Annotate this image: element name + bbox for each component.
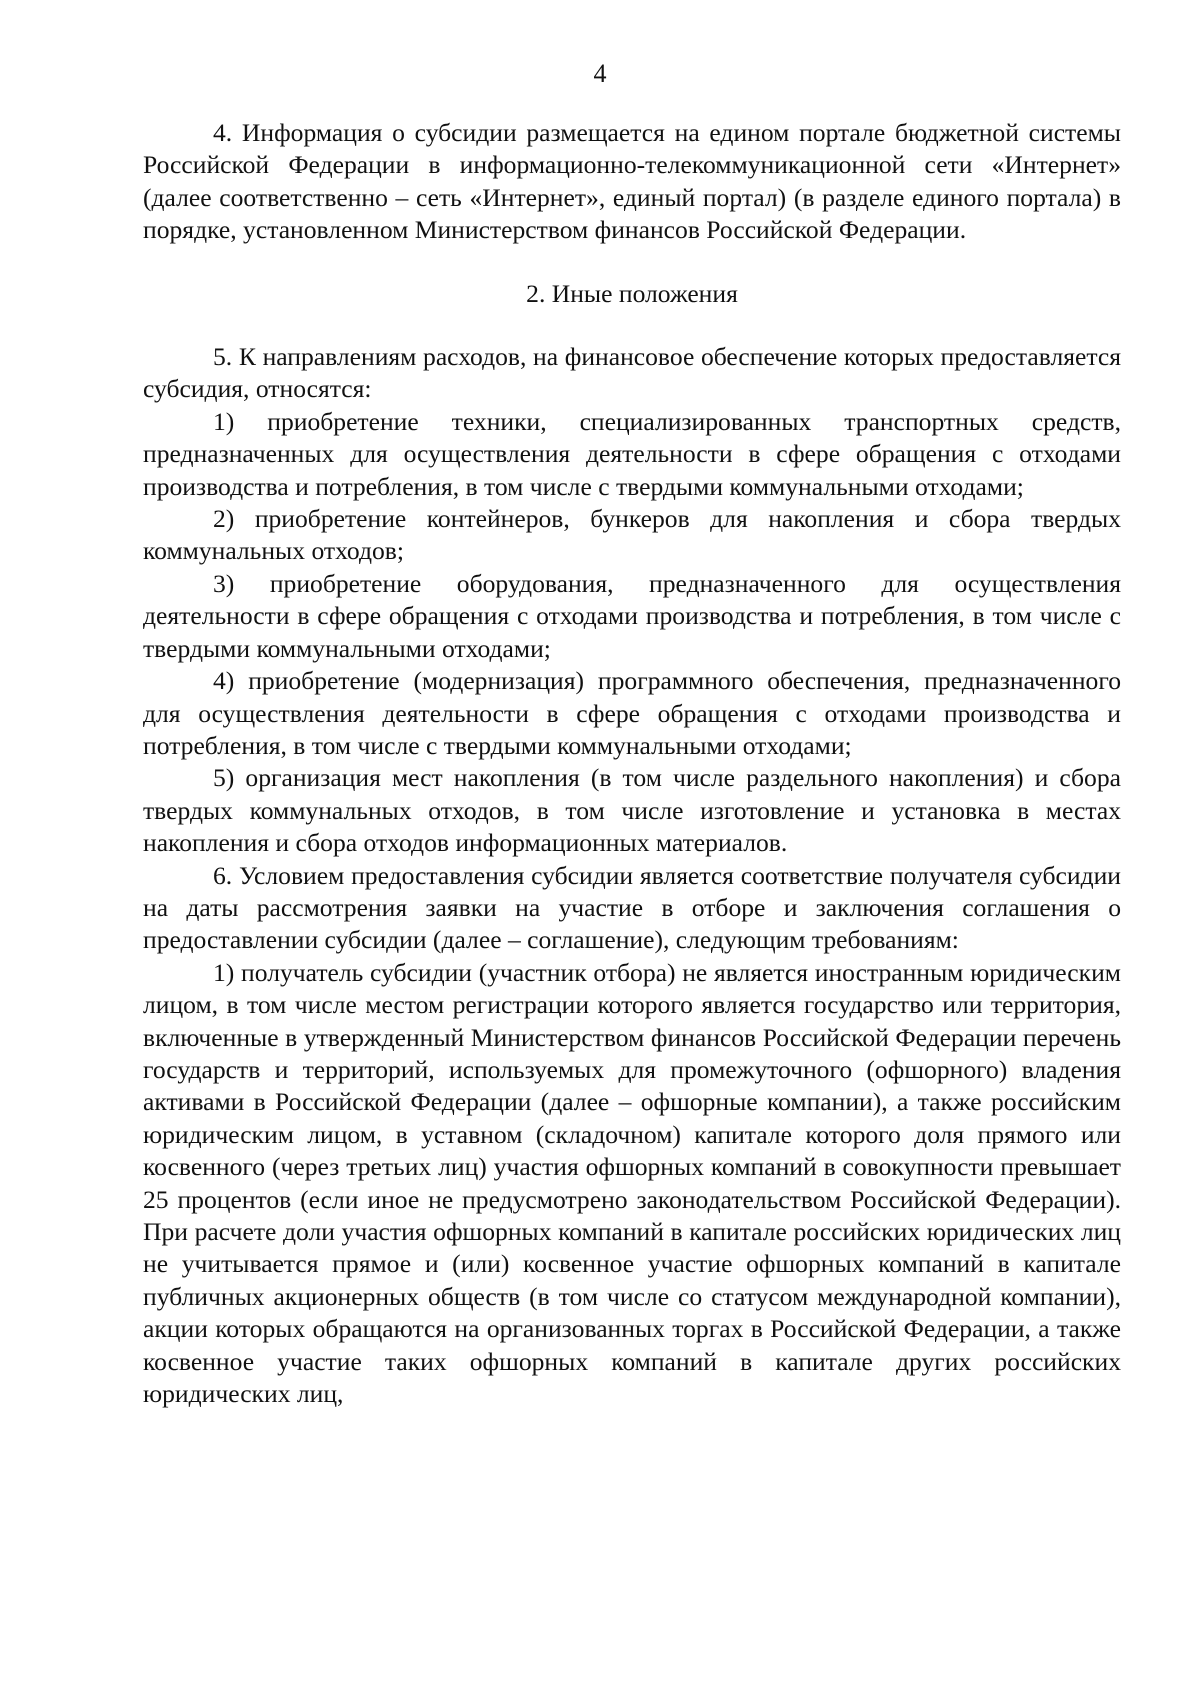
- paragraph-5-item-5: 5) организация мест накопления (в том числе раздельного накопления) и сбора твердых коммунальных отходов, в том числе изготовление и установка в местах накопления и сбора отходов информационных материалов.: [143, 763, 1121, 858]
- page-number: 4: [593, 59, 607, 88]
- paragraph-5-item-3: 3) приобретение оборудования, предназначенного для осуществления деятельности в сфере обращения с отходами производства и потребления, в том числе с твердыми коммунальными отходами;: [143, 568, 1121, 663]
- paragraph-6-item-1: 1) получатель субсидии (участник отбора) не является иностранным юридическим лицом, в том числе местом регистрации которого является государство или территория, включенные в утвержденный Министерством финансов Российской Федерации перечень государств и территорий, используемых для промежуточного (офшорного) владения активами в Российской Федерации (далее – офшорные компании), а также российским юридическим лицом, в уставном (складочном) капитале которого доля прямого или косвенного (через третьих лиц) участия офшорных компаний в совокупности превышает 25 процентов (если иное не предусмотрено законодательством Российской Федерации). При расчете доли участия офшорных компаний в капитале российских юридических лиц не учитывается прямое и (или) косвенное участие офшорных компаний в капитале публичных акционерных обществ (в том числе со статусом международной компании), акции которых обращаются на организованных торгах в Российской Федерации, а также косвенное участие таких офшорных компаний в капитале других российских юридических лиц,: [143, 957, 1121, 1409]
- paragraph-5-item-1: 1) приобретение техники, специализированных транспортных средств, предназначенных для осуществления деятельности в сфере обращения с отходами производства и потребления, в том числе с твердыми коммунальными отходами;: [143, 406, 1121, 501]
- document-body: [143, 117, 1121, 1410]
- paragraph-4: 4. Информация о субсидии размещается на едином портале бюджетной системы Российской Федерации в информационно-телекоммуникационной сети «Интернет» (далее соответственно – сеть «Интернет», единый портал) (в разделе единого портала) в порядке, установленном Министерством финансов Российской Федерации.: [143, 118, 1121, 245]
- paragraph-5-item-2: 2) приобретение контейнеров, бункеров для накопления и сбора твердых коммунальных отходов;: [143, 504, 1121, 566]
- paragraph-5-item-4: 4) приобретение (модернизация) программного обеспечения, предназначенного для осуществления деятельности в сфере обращения с отходами производства и потребления, в том числе с твердыми коммунальными отходами;: [143, 666, 1121, 760]
- paragraph-6: 6. Условием предоставления субсидии является соответствие получателя субсидии на даты рассмотрения заявки на участие в отборе и заключения соглашения о предоставлении субсидии (далее – соглашение), следующим требованиям:: [143, 860, 1121, 955]
- paragraph-5: 5. К направлениям расходов, на финансовое обеспечение которых предоставляется субсидия, относятся:: [143, 342, 1121, 404]
- section-heading: 2. Иные положения: [526, 278, 738, 308]
